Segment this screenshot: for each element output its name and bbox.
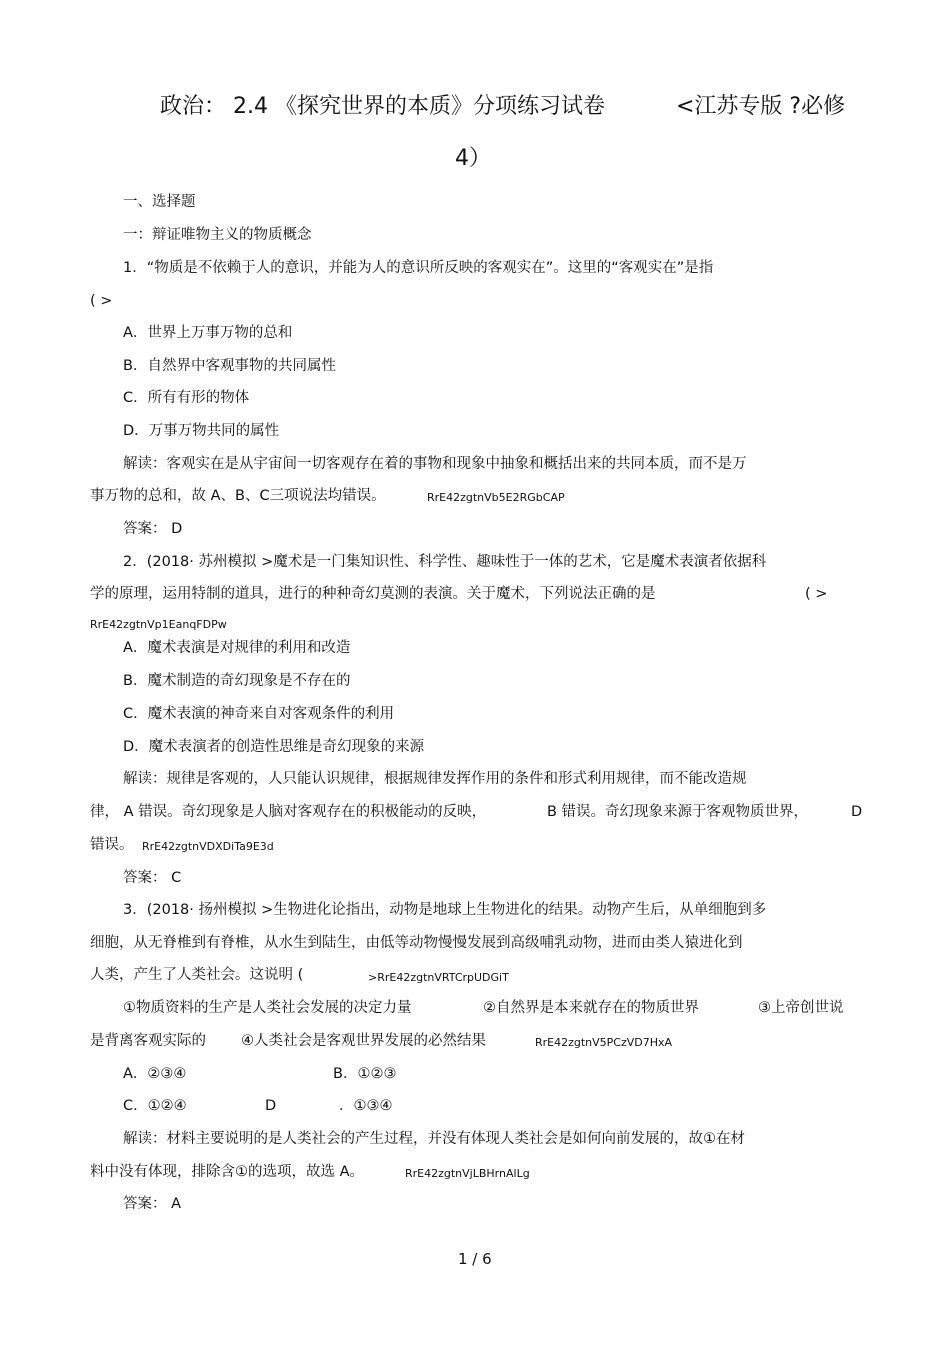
q1-stem-line1: 1．“物质是不依赖于人的意识，并能为人的意识所反映的客观实在”。这里的“客观实在”是指 [123, 260, 714, 276]
q3-option-c: C．①②④ [123, 1098, 187, 1114]
q1-option-b: B．自然界中客观事物的共同属性 [123, 358, 336, 374]
q3-stem-line2: 细胞，从无脊椎到有脊椎，从水生到陆生，由低等动物慢慢发展到高级哺乳动物，进而由类人猿进化到 [90, 935, 743, 951]
q3-statement-2: ②自然界是本来就存在的物质世界 [483, 1000, 699, 1016]
q3-explanation-code: RrE42zgtnVjLBHrnAlLg [405, 1167, 530, 1180]
q3-statement-3b: 是背离客观实际的 [90, 1033, 206, 1049]
q1-option-c: C．所有有形的物体 [123, 390, 250, 406]
q2-explanation-line1: 解读：规律是客观的，人只能认识规律，根据规律发挥作用的条件和形式利用规律，而不能改造规 [123, 771, 747, 787]
q2-explanation-line3: 错误。 [90, 837, 134, 853]
q3-option-b: B．①②③ [333, 1066, 397, 1082]
q1-option-a: A．世界上万事万物的总和 [123, 325, 293, 341]
q2-explanation-line2c: D [851, 804, 863, 820]
q3-statement-3a: ③上帝创世说 [758, 1000, 844, 1016]
q3-option-a: A．②③④ [123, 1066, 187, 1082]
doc-title-line1: 政治： 2.4 《探究世界的本质》分项练习试卷 [160, 94, 605, 119]
q3-explanation-line1: 解读：材料主要说明的是人类社会的产生过程，并没有体现人类社会是如何向前发展的，故①在材 [123, 1131, 745, 1147]
q2-stem-code: RrE42zgtnVp1EanqFDPw [90, 618, 227, 631]
q2-option-d: D．魔术表演者的创造性思维是奇幻现象的来源 [123, 739, 425, 755]
q3-statement-1: ①物质资料的生产是人类社会发展的决定力量 [123, 1000, 412, 1016]
section-heading: 一、选择题 [123, 194, 196, 210]
q3-option-d-text: ．①③④ [339, 1098, 393, 1114]
q3-explanation-line2: 料中没有体现，排除含①的选项，故选 A。 [90, 1164, 365, 1180]
q1-explanation-code: RrE42zgtnVb5E2RGbCAP [427, 491, 565, 504]
q3-statement-4: ④人类社会是客观世界发展的必然结果 [241, 1033, 486, 1049]
q2-explanation-line2b: B 错误。奇幻现象来源于客观物质世界， [547, 804, 809, 820]
q1-stem-line2: ( > [90, 293, 113, 309]
subsection-heading: 一：辩证唯物主义的物质概念 [123, 227, 312, 243]
doc-title-line1-tail: <江苏专版 ?必修 [676, 94, 846, 119]
q3-answer: 答案： A [123, 1196, 182, 1212]
q1-option-d: D．万事万物共同的属性 [123, 423, 280, 439]
q2-stem-line2: 学的原理，运用特制的道具，进行的种种奇幻莫测的表演。关于魔术，下列说法正确的是 [90, 586, 656, 602]
q2-option-b: B．魔术制造的奇幻现象是不存在的 [123, 673, 351, 689]
doc-title-line2: 4） [455, 146, 491, 171]
q3-stem-code: >RrE42zgtnVRTCrpUDGiT [368, 971, 509, 984]
q2-stem-paren: ( > [805, 586, 828, 602]
q3-stem-line3: 人类，产生了人类社会。这说明 ( [90, 967, 304, 983]
q2-option-a: A．魔术表演是对规律的利用和改造 [123, 640, 351, 656]
q2-answer: 答案： C [123, 870, 182, 886]
q1-explanation-line1: 解读：客观实在是从宇宙间一切客观存在着的事物和现象中抽象和概括出来的共同本质，而不是万 [123, 456, 747, 472]
q2-explanation-line2a: 律， A 错误。奇幻现象是人脑对客观存在的积极能动的反映， [90, 804, 487, 820]
page-number: 1 / 6 [458, 1250, 492, 1268]
q2-explanation-code: RrE42zgtnVDXDiTa9E3d [142, 840, 274, 853]
q2-option-c: C．魔术表演的神奇来自对客观条件的利用 [123, 706, 395, 722]
q1-explanation-line2: 事万物的总和，故 A、B、C三项说法均错误。 [90, 488, 386, 504]
q1-answer: 答案： D [123, 521, 183, 537]
q3-option-d-letter: D [265, 1098, 277, 1114]
q3-stem-line1: 3．(2018· 扬州模拟 >生物进化论指出，动物是地球上生物进化的结果。动物产生后，从单细胞到多 [123, 902, 767, 918]
q3-statement-code: RrE42zgtnV5PCzVD7HxA [535, 1036, 673, 1049]
q2-stem-line1: 2．(2018· 苏州模拟 >魔术是一门集知识性、科学性、趣味性于一体的艺术，它是魔术表演者依据科 [123, 554, 767, 570]
